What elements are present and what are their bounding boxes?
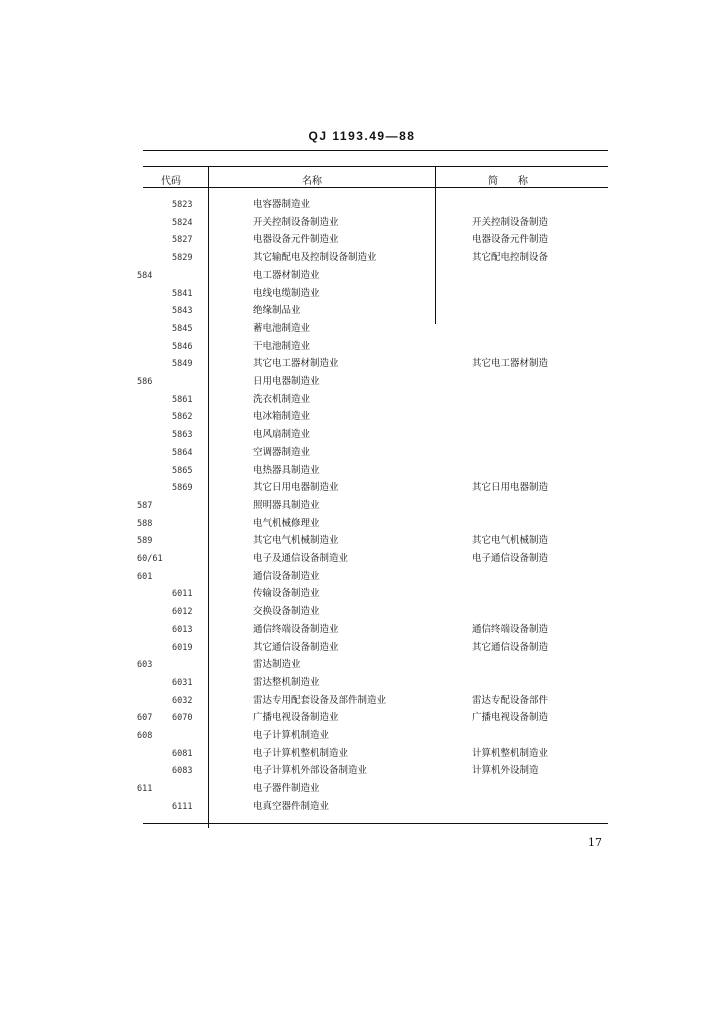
table-row xyxy=(0,444,724,462)
row-abbr: 电器设备元件制造 xyxy=(472,234,549,245)
row-name: 蓄电池制造业 xyxy=(253,323,311,334)
row-name: 日用电器制造业 xyxy=(253,376,320,387)
table-top-rule xyxy=(143,150,608,151)
column-header-abbr: 简 称 xyxy=(488,176,528,187)
row-minor-code: 6031 xyxy=(172,678,193,688)
row-name: 传输设备制造业 xyxy=(253,588,320,599)
row-name: 广播电视设备制造业 xyxy=(253,712,339,723)
row-abbr: 雷达专配设备部件 xyxy=(472,695,549,706)
row-name: 通信终端设备制造业 xyxy=(253,624,339,635)
row-name: 空调器制造业 xyxy=(253,447,311,458)
row-major-code: 608 xyxy=(137,731,153,741)
table-row xyxy=(0,462,724,480)
row-name: 其它日用电器制造业 xyxy=(253,482,339,493)
row-minor-code: 5823 xyxy=(172,200,193,210)
header-bottom-rule xyxy=(143,187,608,188)
row-minor-code: 5846 xyxy=(172,342,193,352)
row-minor-code: 6011 xyxy=(172,589,193,599)
row-name: 洗衣机制造业 xyxy=(253,394,311,405)
table-row xyxy=(0,302,724,320)
table-row xyxy=(0,426,724,444)
row-minor-code: 5862 xyxy=(172,412,193,422)
row-minor-code: 5824 xyxy=(172,218,193,228)
table-row xyxy=(0,249,724,267)
row-minor-code: 5827 xyxy=(172,235,193,245)
row-minor-code: 6111 xyxy=(172,802,193,812)
table-row xyxy=(0,338,724,356)
table-row xyxy=(0,196,724,214)
row-name: 电子及通信设备制造业 xyxy=(253,553,349,564)
row-major-code: 587 xyxy=(137,501,153,511)
row-name: 其它电工器材制造业 xyxy=(253,358,339,369)
row-name: 电真空器件制造业 xyxy=(253,801,330,812)
row-major-code: 611 xyxy=(137,784,153,794)
row-name: 电风扇制造业 xyxy=(253,429,311,440)
row-abbr: 其它电气机械制造 xyxy=(472,535,549,546)
table-row xyxy=(0,585,724,603)
page-number: 17 xyxy=(588,836,602,849)
row-name: 干电池制造业 xyxy=(253,341,311,352)
row-name: 通信设备制造业 xyxy=(253,571,320,582)
row-name: 开关控制设备制造业 xyxy=(253,217,339,228)
row-abbr: 其它日用电器制造 xyxy=(472,482,549,493)
row-name: 照明器具制造业 xyxy=(253,500,320,511)
row-major-code: 60/61 xyxy=(137,554,163,564)
table-row xyxy=(0,692,724,710)
table-row xyxy=(0,231,724,249)
table-row xyxy=(0,603,724,621)
row-abbr: 计算机外设制造 xyxy=(472,765,539,776)
row-name: 雷达专用配套设备及部件制造业 xyxy=(253,695,387,706)
row-name: 电工器材制造业 xyxy=(253,270,320,281)
table-row xyxy=(0,639,724,657)
table-row xyxy=(0,727,724,745)
row-minor-code: 5869 xyxy=(172,483,193,493)
row-major-code: 601 xyxy=(137,572,153,582)
row-major-code: 586 xyxy=(137,377,153,387)
row-minor-code: 5841 xyxy=(172,289,193,299)
table-row xyxy=(0,674,724,692)
row-major-code: 607 xyxy=(137,713,153,723)
column-header-code: 代码 xyxy=(161,176,181,187)
row-major-code: 584 xyxy=(137,271,153,281)
table-row xyxy=(0,568,724,586)
row-name: 其它输配电及控制设备制造业 xyxy=(253,252,377,263)
row-abbr: 通信终端设备制造 xyxy=(472,624,549,635)
table-row xyxy=(0,373,724,391)
table-row xyxy=(0,479,724,497)
row-name: 电线电缆制造业 xyxy=(253,288,320,299)
table-row xyxy=(0,355,724,373)
row-abbr: 其它电工器材制造 xyxy=(472,358,549,369)
table-row xyxy=(0,391,724,409)
row-major-code: 588 xyxy=(137,519,153,529)
row-minor-code: 6081 xyxy=(172,749,193,759)
row-minor-code: 6012 xyxy=(172,607,193,617)
row-major-code: 589 xyxy=(137,536,153,546)
standard-code-header: QJ 1193.49—88 xyxy=(308,129,416,143)
table-row xyxy=(0,214,724,232)
row-abbr: 开关控制设备制造 xyxy=(472,217,549,228)
row-minor-code: 6070 xyxy=(172,713,193,723)
row-abbr: 广播电视设备制造 xyxy=(472,712,549,723)
row-abbr: 其它通信设备制造 xyxy=(472,642,549,653)
row-name: 雷达制造业 xyxy=(253,659,301,670)
row-name: 电子计算机整机制造业 xyxy=(253,748,349,759)
table-bottom-rule xyxy=(143,823,608,824)
table-row xyxy=(0,550,724,568)
row-abbr: 其它配电控制设备 xyxy=(472,252,549,263)
row-minor-code: 5861 xyxy=(172,395,193,405)
row-name: 电容器制造业 xyxy=(253,199,311,210)
table-row xyxy=(0,656,724,674)
column-header-name: 名称 xyxy=(302,176,322,187)
header-top-rule xyxy=(143,166,608,167)
row-name: 电热器具制造业 xyxy=(253,465,320,476)
table-row xyxy=(0,762,724,780)
row-name: 电子计算机制造业 xyxy=(253,730,330,741)
row-name: 电子器件制造业 xyxy=(253,783,320,794)
row-minor-code: 6013 xyxy=(172,625,193,635)
table-row xyxy=(0,798,724,816)
table-row xyxy=(0,320,724,338)
row-abbr: 电子通信设备制造 xyxy=(472,553,549,564)
row-minor-code: 6083 xyxy=(172,766,193,776)
table-row xyxy=(0,780,724,798)
table-row xyxy=(0,745,724,763)
row-minor-code: 5845 xyxy=(172,324,193,334)
table-row xyxy=(0,267,724,285)
row-minor-code: 5849 xyxy=(172,359,193,369)
table-row xyxy=(0,497,724,515)
table-row xyxy=(0,515,724,533)
row-name: 交换设备制造业 xyxy=(253,606,320,617)
row-minor-code: 5843 xyxy=(172,306,193,316)
table-row xyxy=(0,532,724,550)
row-name: 绝缘制品业 xyxy=(253,305,301,316)
table-row xyxy=(0,709,724,727)
row-major-code: 603 xyxy=(137,660,153,670)
row-minor-code: 5829 xyxy=(172,253,193,263)
row-minor-code: 6019 xyxy=(172,643,193,653)
row-name: 雷达整机制造业 xyxy=(253,677,320,688)
row-name: 其它通信设备制造业 xyxy=(253,642,339,653)
row-minor-code: 6032 xyxy=(172,696,193,706)
table-row xyxy=(0,408,724,426)
row-abbr: 计算机整机制造业 xyxy=(472,748,549,759)
row-name: 电器设备元件制造业 xyxy=(253,234,339,245)
row-name: 电子计算机外部设备制造业 xyxy=(253,765,368,776)
table-row xyxy=(0,285,724,303)
row-name: 其它电气机械制造业 xyxy=(253,535,339,546)
row-name: 电冰箱制造业 xyxy=(253,411,311,422)
table-row xyxy=(0,621,724,639)
row-minor-code: 5865 xyxy=(172,466,193,476)
row-minor-code: 5863 xyxy=(172,430,193,440)
row-name: 电气机械修理业 xyxy=(253,518,320,529)
row-minor-code: 5864 xyxy=(172,448,193,458)
